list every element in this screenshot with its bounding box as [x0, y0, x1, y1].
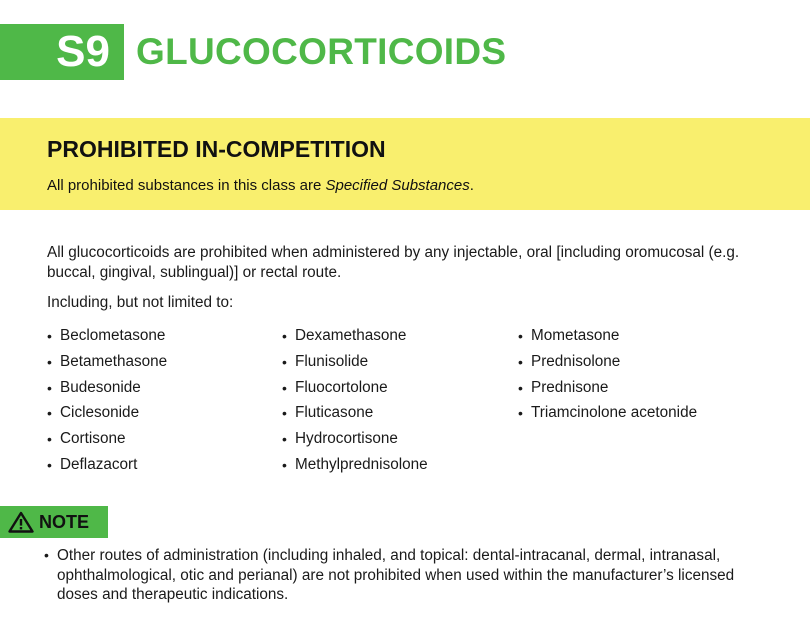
- including-label: Including, but not limited to:: [47, 294, 234, 311]
- list-item: • Fluticasone: [282, 403, 428, 429]
- list-item: • Flunisolide: [282, 352, 428, 378]
- list-item: • Methylprednisolone: [282, 455, 428, 481]
- list-item: • Beclometasone: [47, 326, 167, 352]
- list-item: • Cortisone: [47, 429, 167, 455]
- list-item: • Ciclesonide: [47, 403, 167, 429]
- note-text: • Other routes of administration (including inhaled, and topical: dental-intracanal, dermal, intranasal, ophthalmological, otic and perianal) are not prohibited when used within the manufacturer’s licensed doses and therapeutic indications.: [44, 546, 744, 605]
- list-item: • Triamcinolone acetonide: [518, 403, 697, 429]
- list-item: • Dexamethasone: [282, 326, 428, 352]
- warning-triangle-icon: [8, 511, 34, 533]
- banner-subtitle-suffix: .: [469, 177, 474, 194]
- list-item: • Hydrocortisone: [282, 429, 428, 455]
- list-item: • Prednisolone: [518, 352, 697, 378]
- substance-list-column-1: [47, 326, 167, 481]
- list-item: • Budesonide: [47, 378, 167, 404]
- list-item: • Deflazacort: [47, 455, 167, 481]
- substance-list-column-3: [518, 326, 697, 429]
- page-title: GLUCOCORTICOIDS: [136, 31, 507, 72]
- list-item: • Mometasone: [518, 326, 697, 352]
- banner-subtitle-prefix: All prohibited substances in this class are: [47, 177, 326, 194]
- intro-paragraph: All glucocorticoids are prohibited when administered by any injectable, oral [including oromucosal (e.g. buccal, gingival, sublingual)] or rectal route.: [47, 244, 740, 281]
- list-item: • Betamethasone: [47, 352, 167, 378]
- list-item: • Prednisone: [518, 378, 697, 404]
- note-badge: [0, 506, 108, 538]
- list-item: • Fluocortolone: [282, 378, 428, 404]
- page-header: [0, 24, 506, 80]
- substance-list-column-2: [282, 326, 428, 481]
- banner-subtitle: [47, 177, 474, 194]
- status-banner: [0, 118, 810, 210]
- banner-subtitle-emphasis: Specified Substances: [325, 177, 470, 194]
- banner-title: PROHIBITED IN-COMPETITION: [47, 136, 386, 162]
- section-code-badge: S9: [0, 24, 124, 80]
- note-label: NOTE: [39, 511, 90, 532]
